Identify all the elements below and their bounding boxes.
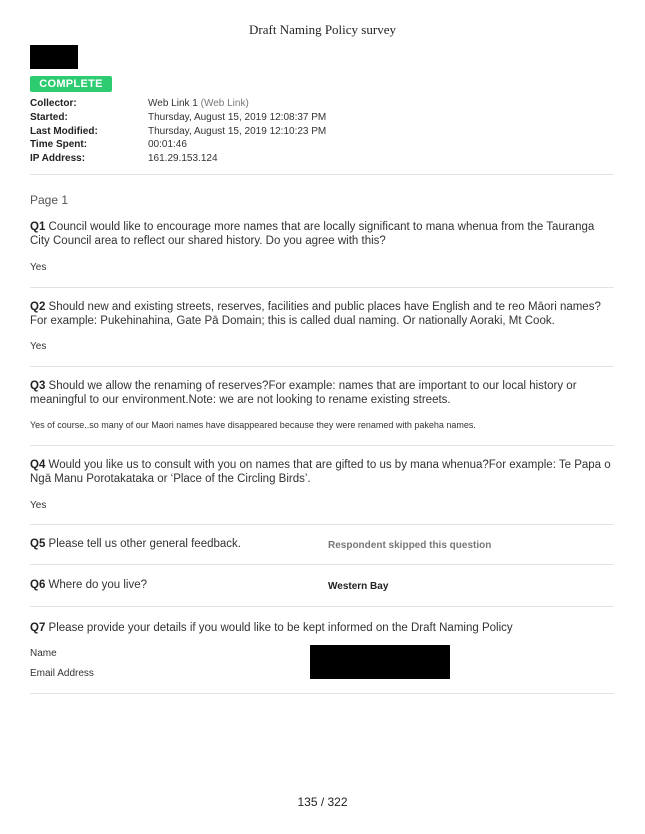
meta-value: Thursday, August 15, 2019 12:10:23 PM [148, 125, 327, 137]
question-number: Q6 [30, 579, 46, 591]
question-text: Please provide your details if you would like to be kept informed on the Draft Naming Policy [48, 622, 513, 634]
redacted-logo [30, 45, 78, 69]
question-2 [30, 301, 614, 328]
question-6 [30, 579, 310, 593]
collector-type: (Web Link) [200, 98, 249, 109]
divider [30, 524, 614, 525]
question-number: Q2 [30, 301, 46, 313]
divider [30, 693, 614, 694]
divider [30, 366, 614, 367]
question-text: Should we allow the renaming of reserves?For example: names that are important to our local history or meaningful to our environment.Note: we are not looking to rename existing streets. [30, 380, 577, 406]
question-5 [30, 538, 310, 552]
answer-2: Yes [30, 341, 47, 352]
response-metadata [30, 97, 326, 166]
answer-4: Yes [30, 500, 47, 511]
meta-ip-address [30, 152, 326, 166]
meta-collector [30, 97, 326, 111]
question-number: Q4 [30, 459, 46, 471]
meta-key: Time Spent: [30, 139, 88, 151]
divider [30, 564, 614, 565]
question-text: Council would like to encourage more names that are locally significant to mana whenua from the Tauranga City Council area to reflect our shared history. Do you agree with this? [30, 221, 595, 247]
question-3 [30, 380, 614, 407]
field-label-email: Email Address [30, 668, 94, 679]
meta-key: Collector: [30, 98, 77, 109]
question-number: Q5 [30, 538, 46, 550]
divider [30, 174, 614, 175]
page-number: 135 / 322 [297, 795, 348, 809]
field-label-name: Name [30, 648, 57, 659]
meta-value: Thursday, August 15, 2019 12:08:37 PM [148, 111, 327, 123]
answer-5-skipped: Respondent skipped this question [328, 540, 492, 551]
answer-1: Yes [30, 262, 47, 273]
divider [30, 445, 614, 446]
redacted-details [310, 645, 450, 679]
divider [30, 287, 614, 288]
meta-value: 161.29.153.124 [148, 153, 218, 165]
page-title: Draft Naming Policy survey [249, 22, 396, 37]
meta-started [30, 111, 326, 125]
meta-key: Last Modified: [30, 125, 98, 137]
question-number: Q1 [30, 221, 46, 233]
question-1 [30, 221, 614, 248]
collector-name: Web Link 1 [148, 98, 198, 109]
question-text: Should new and existing streets, reserves, facilities and public places have English and te reo Māori names?For example: Pukehinahina, Gate Pā Domain; this is called dual naming. Or nationally Aoraki, Mt Cook. [30, 301, 601, 327]
question-4 [30, 459, 614, 486]
answer-3: Yes of course..so many of our Maori names have disappeared because they were renamed with pakeha names. [30, 420, 476, 430]
answer-6: Western Bay [328, 581, 389, 592]
meta-key: IP Address: [30, 153, 86, 165]
meta-key: Started: [30, 111, 68, 123]
meta-value: 00:01:46 [148, 139, 187, 151]
meta-last-modified [30, 125, 326, 139]
question-7 [30, 622, 614, 636]
status-badge: COMPLETE [30, 76, 112, 92]
meta-time-spent [30, 138, 326, 152]
question-number: Q3 [30, 380, 46, 392]
question-text: Where do you live? [48, 579, 147, 591]
question-text: Would you like us to consult with you on names that are gifted to us by mana whenua?For example: Te Papa o Ngā Manu Porotakataka or ‘Place of the Circling Birds’. [30, 459, 611, 485]
divider [30, 606, 614, 607]
page-label: Page 1 [30, 193, 69, 207]
question-text: Please tell us other general feedback. [48, 538, 241, 550]
meta-value [148, 97, 249, 111]
question-number: Q7 [30, 622, 46, 634]
